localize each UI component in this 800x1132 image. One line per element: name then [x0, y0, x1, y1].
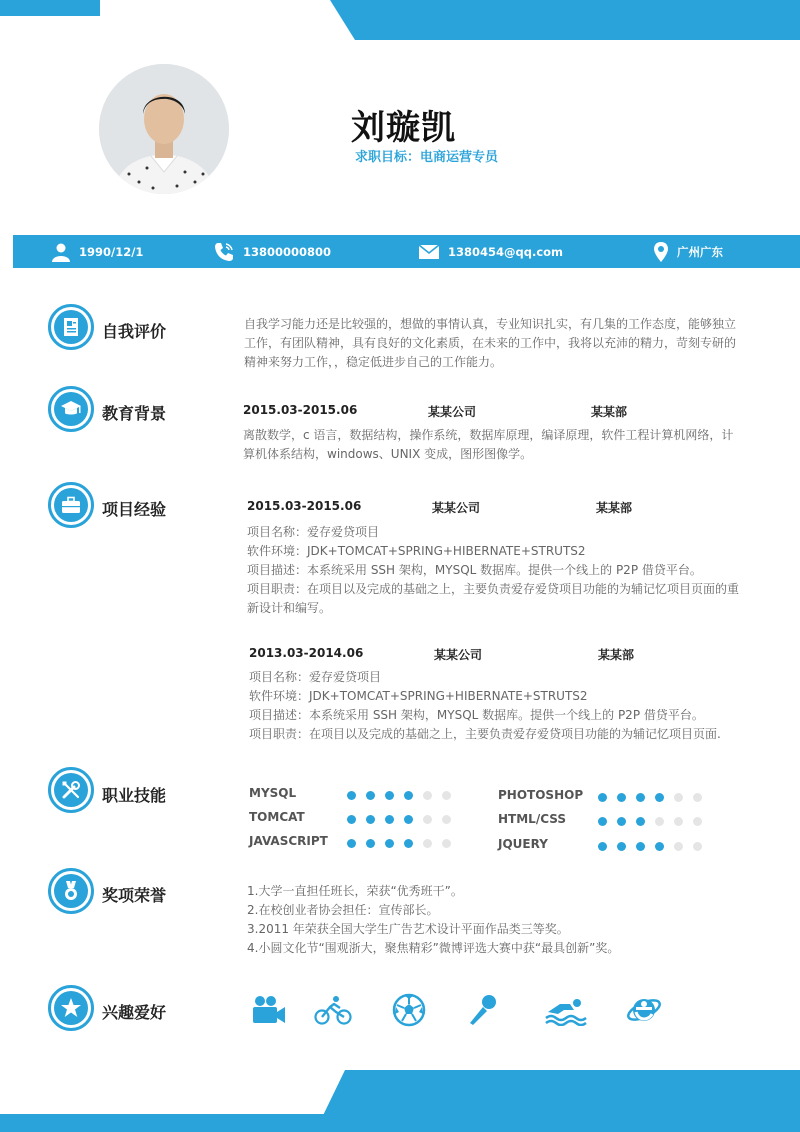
swimming-icon	[544, 990, 588, 1030]
skill-rating	[347, 815, 461, 824]
rating-dot-filled	[598, 793, 607, 802]
rating-dot-filled	[385, 791, 394, 800]
skill-name: JAVASCRIPT	[249, 834, 328, 848]
text-line: 项目职责：在项目以及完成的基础之上，主要负责爱存爱贷项目功能的为辅记忆项目页面的重	[247, 582, 740, 596]
rating-dot-empty	[655, 817, 664, 826]
text-line: 工作，有团队精神，具有良好的文化素质，在未来的工作中，我将以充沛的精力，苛刻专研的	[244, 336, 737, 350]
skill-name: JQUERY	[498, 837, 548, 851]
contact-info-bar	[13, 235, 800, 268]
skills-title: 职业技能	[102, 786, 167, 805]
birth-date: 1990/12/1	[79, 244, 144, 259]
hobbies-title: 兴趣爱好	[102, 1003, 167, 1022]
text-line: 新设计和编写。	[247, 601, 332, 615]
location-pin-icon	[653, 241, 669, 263]
skill-rating	[598, 817, 712, 826]
phone-number: 13800000800	[243, 244, 332, 259]
skill-rating	[347, 839, 461, 848]
rating-dot-empty	[693, 842, 702, 851]
bottom-accent-shape	[0, 1062, 800, 1132]
awards-section-icon	[48, 868, 94, 914]
hobbies-section-icon	[48, 985, 94, 1031]
project-1-company: 某某公司	[432, 501, 481, 515]
text-line: 软件环境：JDK+TOMCAT+SPRING+HIBERNATE+STRUTS2	[247, 544, 586, 558]
star-icon	[60, 997, 82, 1019]
rating-dot-filled	[366, 791, 375, 800]
text-line: 项目名称：爱存爱贷项目	[249, 670, 382, 684]
rating-dot-filled	[617, 793, 626, 802]
rating-dot-filled	[366, 839, 375, 848]
rating-dot-filled	[598, 817, 607, 826]
skill-name: TOMCAT	[249, 810, 305, 824]
rating-dot-empty	[423, 839, 432, 848]
award-item: 3.2011 年荣获全国大学生广告艺术设计平面作品类三等奖。	[247, 922, 569, 936]
text-line: 自我学习能力还是比较强的，想做的事情认真，专业知识扎实，有几集的工作态度，能够独立	[244, 317, 737, 331]
skills-section-icon	[48, 767, 94, 813]
education-courses	[243, 426, 733, 464]
rating-dot-empty	[674, 817, 683, 826]
rating-dot-filled	[347, 839, 356, 848]
rating-dot-empty	[674, 842, 683, 851]
medal-icon	[62, 880, 80, 902]
location-info	[653, 235, 723, 268]
awards-list	[247, 882, 619, 958]
rating-dot-empty	[442, 839, 451, 848]
self-evaluation-title: 自我评价	[102, 322, 167, 341]
email-address: 1380454@qq.com	[448, 244, 564, 259]
project-1-department: 某某部	[596, 501, 633, 515]
rating-dot-filled	[385, 815, 394, 824]
rating-dot-filled	[404, 839, 413, 848]
soccer-ball-icon	[389, 990, 429, 1030]
education-period: 2015.03-2015.06	[243, 403, 358, 417]
self-evaluation-text	[244, 315, 736, 372]
top-accent-shape	[0, 0, 800, 44]
internet-explorer-icon	[624, 990, 664, 1030]
project-2-details	[249, 668, 721, 744]
rating-dot-filled	[636, 793, 645, 802]
text-line: 算机体系结构，windows、UNIX 变成，图形图像学。	[243, 447, 533, 461]
skill-rating	[598, 793, 712, 802]
location: 广州广东	[677, 244, 723, 259]
birth-info	[51, 235, 143, 268]
project-2-department: 某某部	[598, 648, 635, 662]
video-camera-icon	[249, 990, 289, 1030]
education-company: 某某公司	[428, 405, 477, 419]
rating-dot-filled	[636, 817, 645, 826]
document-icon	[62, 317, 80, 337]
rating-dot-filled	[598, 842, 607, 851]
person-icon	[51, 242, 71, 262]
portrait-image	[99, 64, 229, 194]
text-line: 离散数学，c 语言，数据结构，操作系统，数据库原理，编译原理，软件工程计算机网络，计	[243, 428, 734, 442]
text-line: 项目职责：在项目以及完成的基础之上，主要负责爱存爱贷项目功能的为辅记忆项目页面.	[249, 727, 721, 741]
self-evaluation-section-icon	[48, 304, 94, 350]
awards-title: 奖项荣誉	[102, 886, 167, 905]
phone-info	[213, 235, 331, 268]
briefcase-icon	[61, 496, 81, 514]
education-section-icon	[48, 386, 94, 432]
projects-title: 项目经验	[102, 500, 167, 519]
phone-icon	[213, 241, 235, 263]
tools-icon	[61, 780, 81, 800]
rating-dot-filled	[385, 839, 394, 848]
rating-dot-filled	[347, 815, 356, 824]
award-item: 4.小圆文化节“围观浙大，聚焦精彩”微博评选大赛中获“最具创新”奖。	[247, 941, 620, 955]
project-1-details	[247, 523, 739, 618]
avatar	[99, 64, 229, 194]
rating-dot-empty	[693, 817, 702, 826]
rating-dot-empty	[693, 793, 702, 802]
rating-dot-empty	[423, 791, 432, 800]
rating-dot-filled	[347, 791, 356, 800]
rating-dot-filled	[404, 815, 413, 824]
rating-dot-filled	[636, 842, 645, 851]
award-item: 1.大学一直担任班长，荣获“优秀班干”。	[247, 884, 463, 898]
education-title: 教育背景	[102, 404, 167, 423]
email-info	[418, 235, 563, 268]
projects-section-icon	[48, 482, 94, 528]
text-line: 软件环境：JDK+TOMCAT+SPRING+HIBERNATE+STRUTS2	[249, 689, 588, 703]
rating-dot-filled	[617, 842, 626, 851]
mail-icon	[418, 244, 440, 260]
skill-rating	[598, 842, 712, 851]
project-1-period: 2015.03-2015.06	[247, 499, 362, 513]
rating-dot-filled	[366, 815, 375, 824]
skill-rating	[347, 791, 461, 800]
text-line: 精神来努力工作，，稳定低进步自己的工作能力。	[244, 355, 503, 369]
rating-dot-filled	[617, 817, 626, 826]
rating-dot-filled	[655, 793, 664, 802]
rating-dot-filled	[404, 791, 413, 800]
project-2-company: 某某公司	[434, 648, 483, 662]
graduation-cap-icon	[60, 400, 82, 418]
skill-name: HTML/CSS	[498, 812, 566, 826]
rating-dot-empty	[423, 815, 432, 824]
project-2-period: 2013.03-2014.06	[249, 646, 364, 660]
text-line: 项目描述：本系统采用 SSH 架构，MYSQL 数据库。提供一个线上的 P2P 借贷平台。	[249, 708, 704, 722]
text-line: 项目描述：本系统采用 SSH 架构，MYSQL 数据库。提供一个线上的 P2P 借贷平台。	[247, 563, 702, 577]
microphone-icon	[462, 990, 502, 1030]
rating-dot-empty	[674, 793, 683, 802]
skill-name: PHOTOSHOP	[498, 788, 584, 802]
candidate-name: 刘璇凯	[351, 108, 456, 148]
job-objective: 求职目标：电商运营专员	[355, 150, 499, 165]
rating-dot-empty	[442, 815, 451, 824]
cycling-icon	[313, 990, 353, 1030]
text-line: 项目名称：爱存爱贷项目	[247, 525, 380, 539]
award-item: 2.在校创业者协会担任：宣传部长。	[247, 903, 439, 917]
education-department: 某某部	[591, 405, 628, 419]
rating-dot-filled	[655, 842, 664, 851]
skill-name: MYSQL	[249, 786, 297, 800]
rating-dot-empty	[442, 791, 451, 800]
